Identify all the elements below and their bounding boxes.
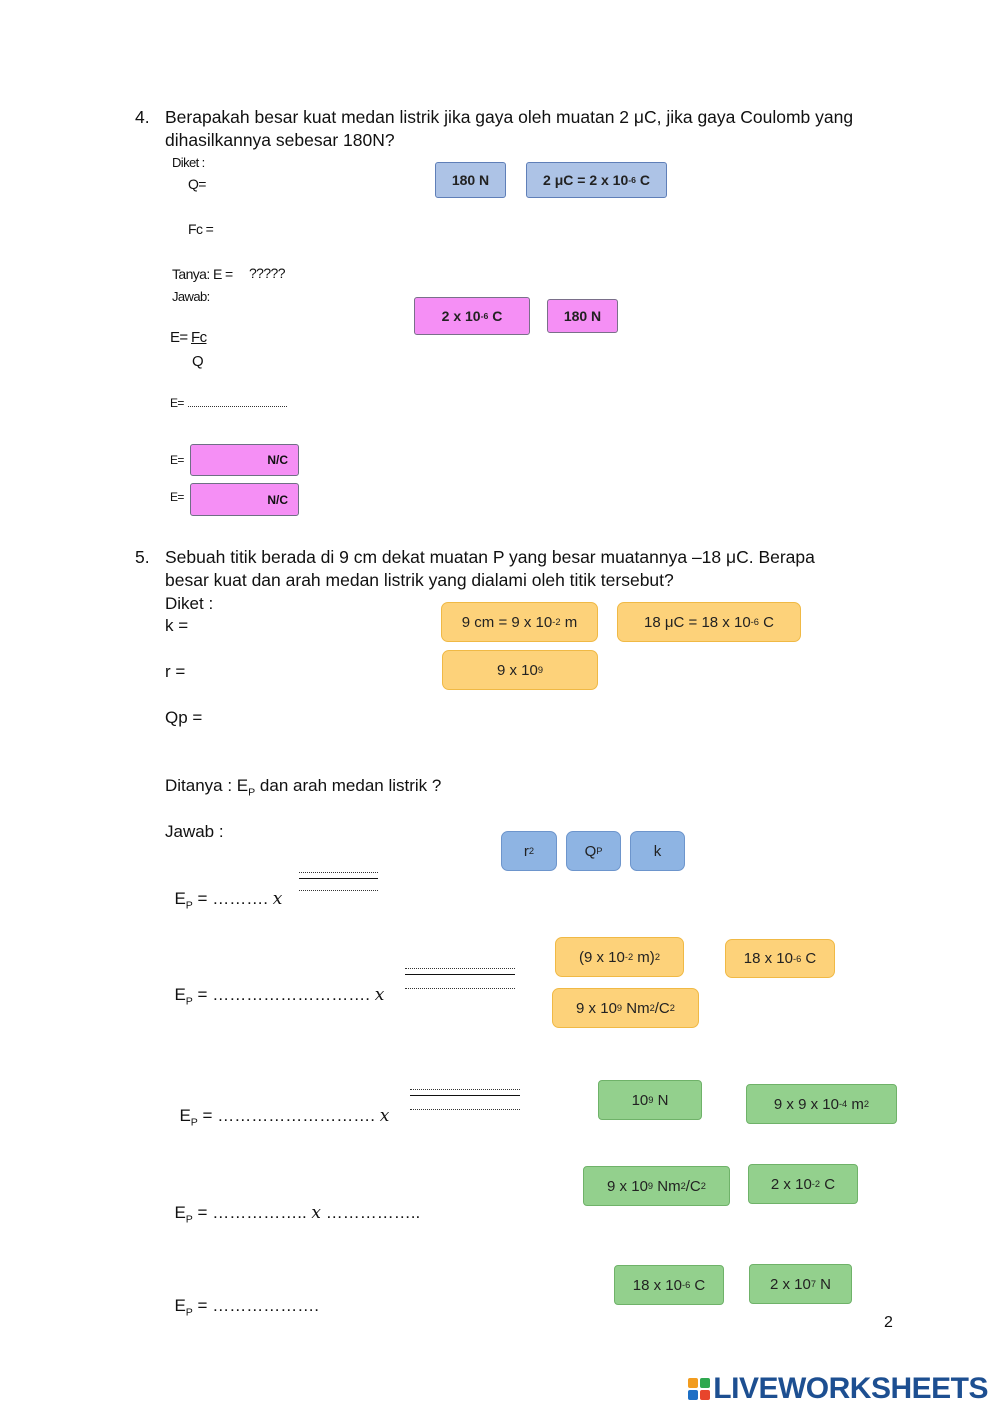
times-symbol: x bbox=[272, 889, 283, 909]
page-number: 2 bbox=[884, 1314, 893, 1331]
liveworksheets-logo bbox=[688, 1372, 988, 1406]
q5-r-label: r = bbox=[165, 662, 186, 681]
chip-exponent-3: 2 bbox=[700, 1181, 706, 1191]
ep-equals: = bbox=[197, 1106, 213, 1125]
q5-k-label: k = bbox=[165, 616, 189, 635]
drag-chip-2e7n[interactable] bbox=[749, 1264, 852, 1304]
q4-text-line2: dihasilkannya sebesar 180N? bbox=[165, 130, 395, 150]
chip-label-3: /C bbox=[685, 1177, 701, 1195]
drag-chip-18e-6c[interactable] bbox=[725, 939, 835, 978]
fraction-blank-1[interactable] bbox=[299, 866, 378, 896]
q4-e-label-3: E= bbox=[170, 490, 184, 504]
drag-chip-2e-2c[interactable] bbox=[748, 1164, 858, 1204]
drag-chip-r-value-squared[interactable] bbox=[555, 937, 684, 977]
drag-chip-2e-6c[interactable] bbox=[414, 297, 530, 335]
chip-label: 180 N bbox=[451, 172, 490, 188]
chip-label: 9 x 10 bbox=[496, 661, 538, 679]
chip-label: Q bbox=[584, 842, 597, 860]
ep-row-5 bbox=[165, 1276, 319, 1322]
ep-subscript: P bbox=[185, 995, 193, 1008]
ditanya-text: Ditanya : E bbox=[165, 776, 249, 795]
ep-subscript: P bbox=[185, 1306, 193, 1319]
q4-fc-label: Fc = bbox=[188, 221, 214, 237]
chip-label: (9 x 10 bbox=[579, 948, 625, 966]
q4-formula-lhs: E= bbox=[170, 329, 188, 346]
chip-label: 18 x 10 bbox=[632, 1276, 682, 1294]
chip-exponent-2: 2 bbox=[680, 1181, 686, 1191]
chip-unit: N bbox=[816, 1275, 832, 1293]
ep-symbol: E bbox=[174, 889, 186, 908]
blank-dots-2[interactable]: …………….. bbox=[325, 1203, 421, 1222]
q5-text-line2: besar kuat dan arah medan listrik yang dialami oleh titik tersebut? bbox=[165, 570, 674, 590]
q5-jawab: Jawab : bbox=[165, 822, 224, 841]
q5-number: 5. bbox=[135, 547, 150, 567]
unit-label: N/C bbox=[267, 492, 288, 507]
q5-diket: Diket : bbox=[165, 594, 214, 613]
q4-formula-numerator: Fc bbox=[191, 329, 207, 346]
q4-answer-box-1[interactable] bbox=[190, 444, 299, 476]
q4-tanya-value: ????? bbox=[249, 265, 285, 281]
chip-exponent: -6 bbox=[681, 1280, 691, 1290]
drag-chip-10e9n[interactable] bbox=[598, 1080, 702, 1120]
chip-subscript: P bbox=[596, 846, 603, 856]
drag-chip-k[interactable] bbox=[630, 831, 685, 871]
chip-exponent: 9 bbox=[537, 665, 544, 675]
chip-exponent: -6 bbox=[480, 311, 489, 321]
chip-exponent: -4 bbox=[838, 1099, 848, 1109]
chip-label: 2 x 10 bbox=[441, 308, 481, 324]
blank-dots[interactable]: ………. bbox=[212, 889, 268, 908]
chip-exponent-2: 2 bbox=[649, 1003, 655, 1013]
unit-label: N/C bbox=[267, 453, 288, 467]
chip-exponent-3: 2 bbox=[669, 1003, 675, 1013]
ep-subscript: P bbox=[190, 1116, 198, 1129]
blank-dots[interactable]: ………………. bbox=[212, 1296, 319, 1315]
logo-grid-icon bbox=[688, 1378, 710, 1400]
chip-label: 18 x 10 bbox=[743, 950, 793, 967]
chip-exponent: 9 bbox=[647, 1181, 654, 1191]
ep-symbol: E bbox=[174, 1203, 186, 1222]
chip-label: 9 x 10 bbox=[607, 1177, 648, 1195]
logo-text: LIVEWORKSHEETS bbox=[713, 1372, 988, 1405]
ep-symbol: E bbox=[174, 1296, 186, 1315]
q4-formula-denominator: Q bbox=[192, 353, 204, 370]
q4-jawab: Jawab: bbox=[172, 289, 210, 304]
chip-label: 2 x 10 bbox=[770, 1175, 812, 1193]
q5-qp-label: Qp = bbox=[165, 708, 203, 727]
chip-label: 18 μC = 18 x 10 bbox=[644, 613, 751, 631]
chip-exponent: -6 bbox=[750, 617, 759, 627]
chip-exponent: 9 bbox=[616, 1003, 623, 1013]
q4-text-line1: Berapakah besar kuat medan listrik jika gaya oleh muatan 2 μC, jika gaya Coulomb yang bbox=[165, 107, 854, 127]
q5-ditanya bbox=[165, 776, 441, 802]
blank-dots[interactable]: …………….. bbox=[212, 1203, 307, 1222]
chip-unit: C bbox=[820, 1175, 836, 1193]
chip-label-2: m) bbox=[633, 948, 655, 966]
chip-unit: C bbox=[635, 172, 650, 188]
blank-dots[interactable]: ………………………. bbox=[217, 1106, 375, 1125]
q5-text-line1: Sebuah titik berada di 9 cm dekat muatan P yang besar muatannya –18 μC. Berapa bbox=[165, 547, 815, 567]
ep-row-3 bbox=[170, 1086, 389, 1132]
chip-exponent: -2 bbox=[552, 617, 561, 627]
q4-number: 4. bbox=[135, 107, 150, 127]
drag-chip-k-value-green[interactable] bbox=[583, 1166, 730, 1206]
chip-label-2: Nm bbox=[622, 999, 650, 1017]
ditanya-text-rest: dan arah medan listrik ? bbox=[255, 776, 442, 795]
chip-unit: C bbox=[801, 950, 817, 967]
q4-tanya: Tanya: E = bbox=[172, 266, 233, 282]
chip-exponent: 9 bbox=[648, 1095, 654, 1105]
times-symbol: x bbox=[379, 1106, 390, 1126]
chip-exponent: -2 bbox=[624, 952, 634, 962]
chip-unit: C bbox=[690, 1276, 706, 1294]
ep-equals: = bbox=[192, 985, 208, 1004]
chip-label: 9 cm = 9 x 10 bbox=[461, 613, 553, 631]
ep-row-2 bbox=[165, 965, 384, 1011]
drag-chip-18e-6c-green[interactable] bbox=[614, 1265, 724, 1305]
chip-exponent: -6 bbox=[628, 175, 636, 185]
drag-chip-r-squared[interactable] bbox=[501, 831, 557, 871]
ep-equals: = bbox=[192, 889, 208, 908]
chip-unit: m bbox=[560, 613, 578, 631]
times-symbol: x bbox=[374, 985, 385, 1005]
q4-e-blank[interactable] bbox=[188, 400, 287, 407]
chip-label-3: /C bbox=[654, 999, 670, 1017]
q4-e-label: E= bbox=[170, 396, 184, 410]
blank-dots[interactable]: ………………………. bbox=[212, 985, 370, 1004]
chip-label-2: Nm bbox=[653, 1177, 681, 1195]
drag-chip-9x9e-4m2[interactable] bbox=[746, 1084, 897, 1124]
chip-exponent: 7 bbox=[810, 1279, 817, 1289]
chip-unit: C bbox=[488, 308, 503, 324]
chip-exponent: -2 bbox=[811, 1179, 821, 1189]
chip-label: 9 x 9 x 10 bbox=[773, 1095, 839, 1113]
chip-exponent-2: 2 bbox=[863, 1099, 870, 1109]
chip-label: 2 μC = 2 x 10 bbox=[543, 172, 629, 188]
ep-row-4 bbox=[165, 1183, 420, 1229]
chip-unit: N bbox=[653, 1091, 669, 1109]
ep-subscript: P bbox=[185, 899, 193, 912]
ep-subscript: P bbox=[185, 1213, 193, 1226]
ep-equals: = bbox=[192, 1203, 208, 1222]
chip-label: 2 x 10 bbox=[769, 1275, 811, 1293]
ep-row-1 bbox=[165, 869, 282, 915]
drag-chip-9cm[interactable] bbox=[441, 602, 598, 642]
drag-chip-2uc[interactable] bbox=[526, 162, 667, 198]
chip-exponent-2: 2 bbox=[654, 952, 660, 962]
ditanya-subscript: P bbox=[248, 786, 256, 799]
q4-q-label: Q= bbox=[188, 176, 206, 192]
drag-chip-k-value[interactable] bbox=[552, 988, 699, 1028]
chip-label: 9 x 10 bbox=[576, 999, 617, 1017]
chip-unit: m bbox=[847, 1095, 864, 1113]
drag-chip-180n[interactable] bbox=[435, 162, 506, 198]
fraction-blank-3[interactable] bbox=[410, 1084, 520, 1114]
drag-chip-18uc[interactable] bbox=[617, 602, 801, 642]
ep-symbol: E bbox=[174, 985, 186, 1004]
chip-exponent: -6 bbox=[792, 953, 802, 964]
drag-chip-9e9[interactable] bbox=[442, 650, 598, 690]
chip-exponent: 2 bbox=[528, 846, 535, 856]
ep-symbol: E bbox=[179, 1106, 191, 1125]
chip-label: r bbox=[523, 842, 529, 860]
fraction-blank-2[interactable] bbox=[405, 963, 515, 993]
q4-answer-box-2[interactable] bbox=[190, 483, 299, 516]
q4-e-label-2: E= bbox=[170, 453, 184, 467]
drag-chip-180n-pink[interactable] bbox=[547, 299, 618, 333]
q4-diket: Diket : bbox=[172, 155, 205, 170]
times-symbol: x bbox=[311, 1203, 321, 1223]
chip-unit: C bbox=[758, 613, 774, 631]
drag-chip-qp[interactable] bbox=[566, 831, 621, 871]
chip-label: 180 N bbox=[563, 308, 602, 324]
chip-label: 10 bbox=[631, 1091, 649, 1109]
chip-label: k bbox=[653, 842, 662, 860]
ep-equals: = bbox=[192, 1296, 208, 1315]
